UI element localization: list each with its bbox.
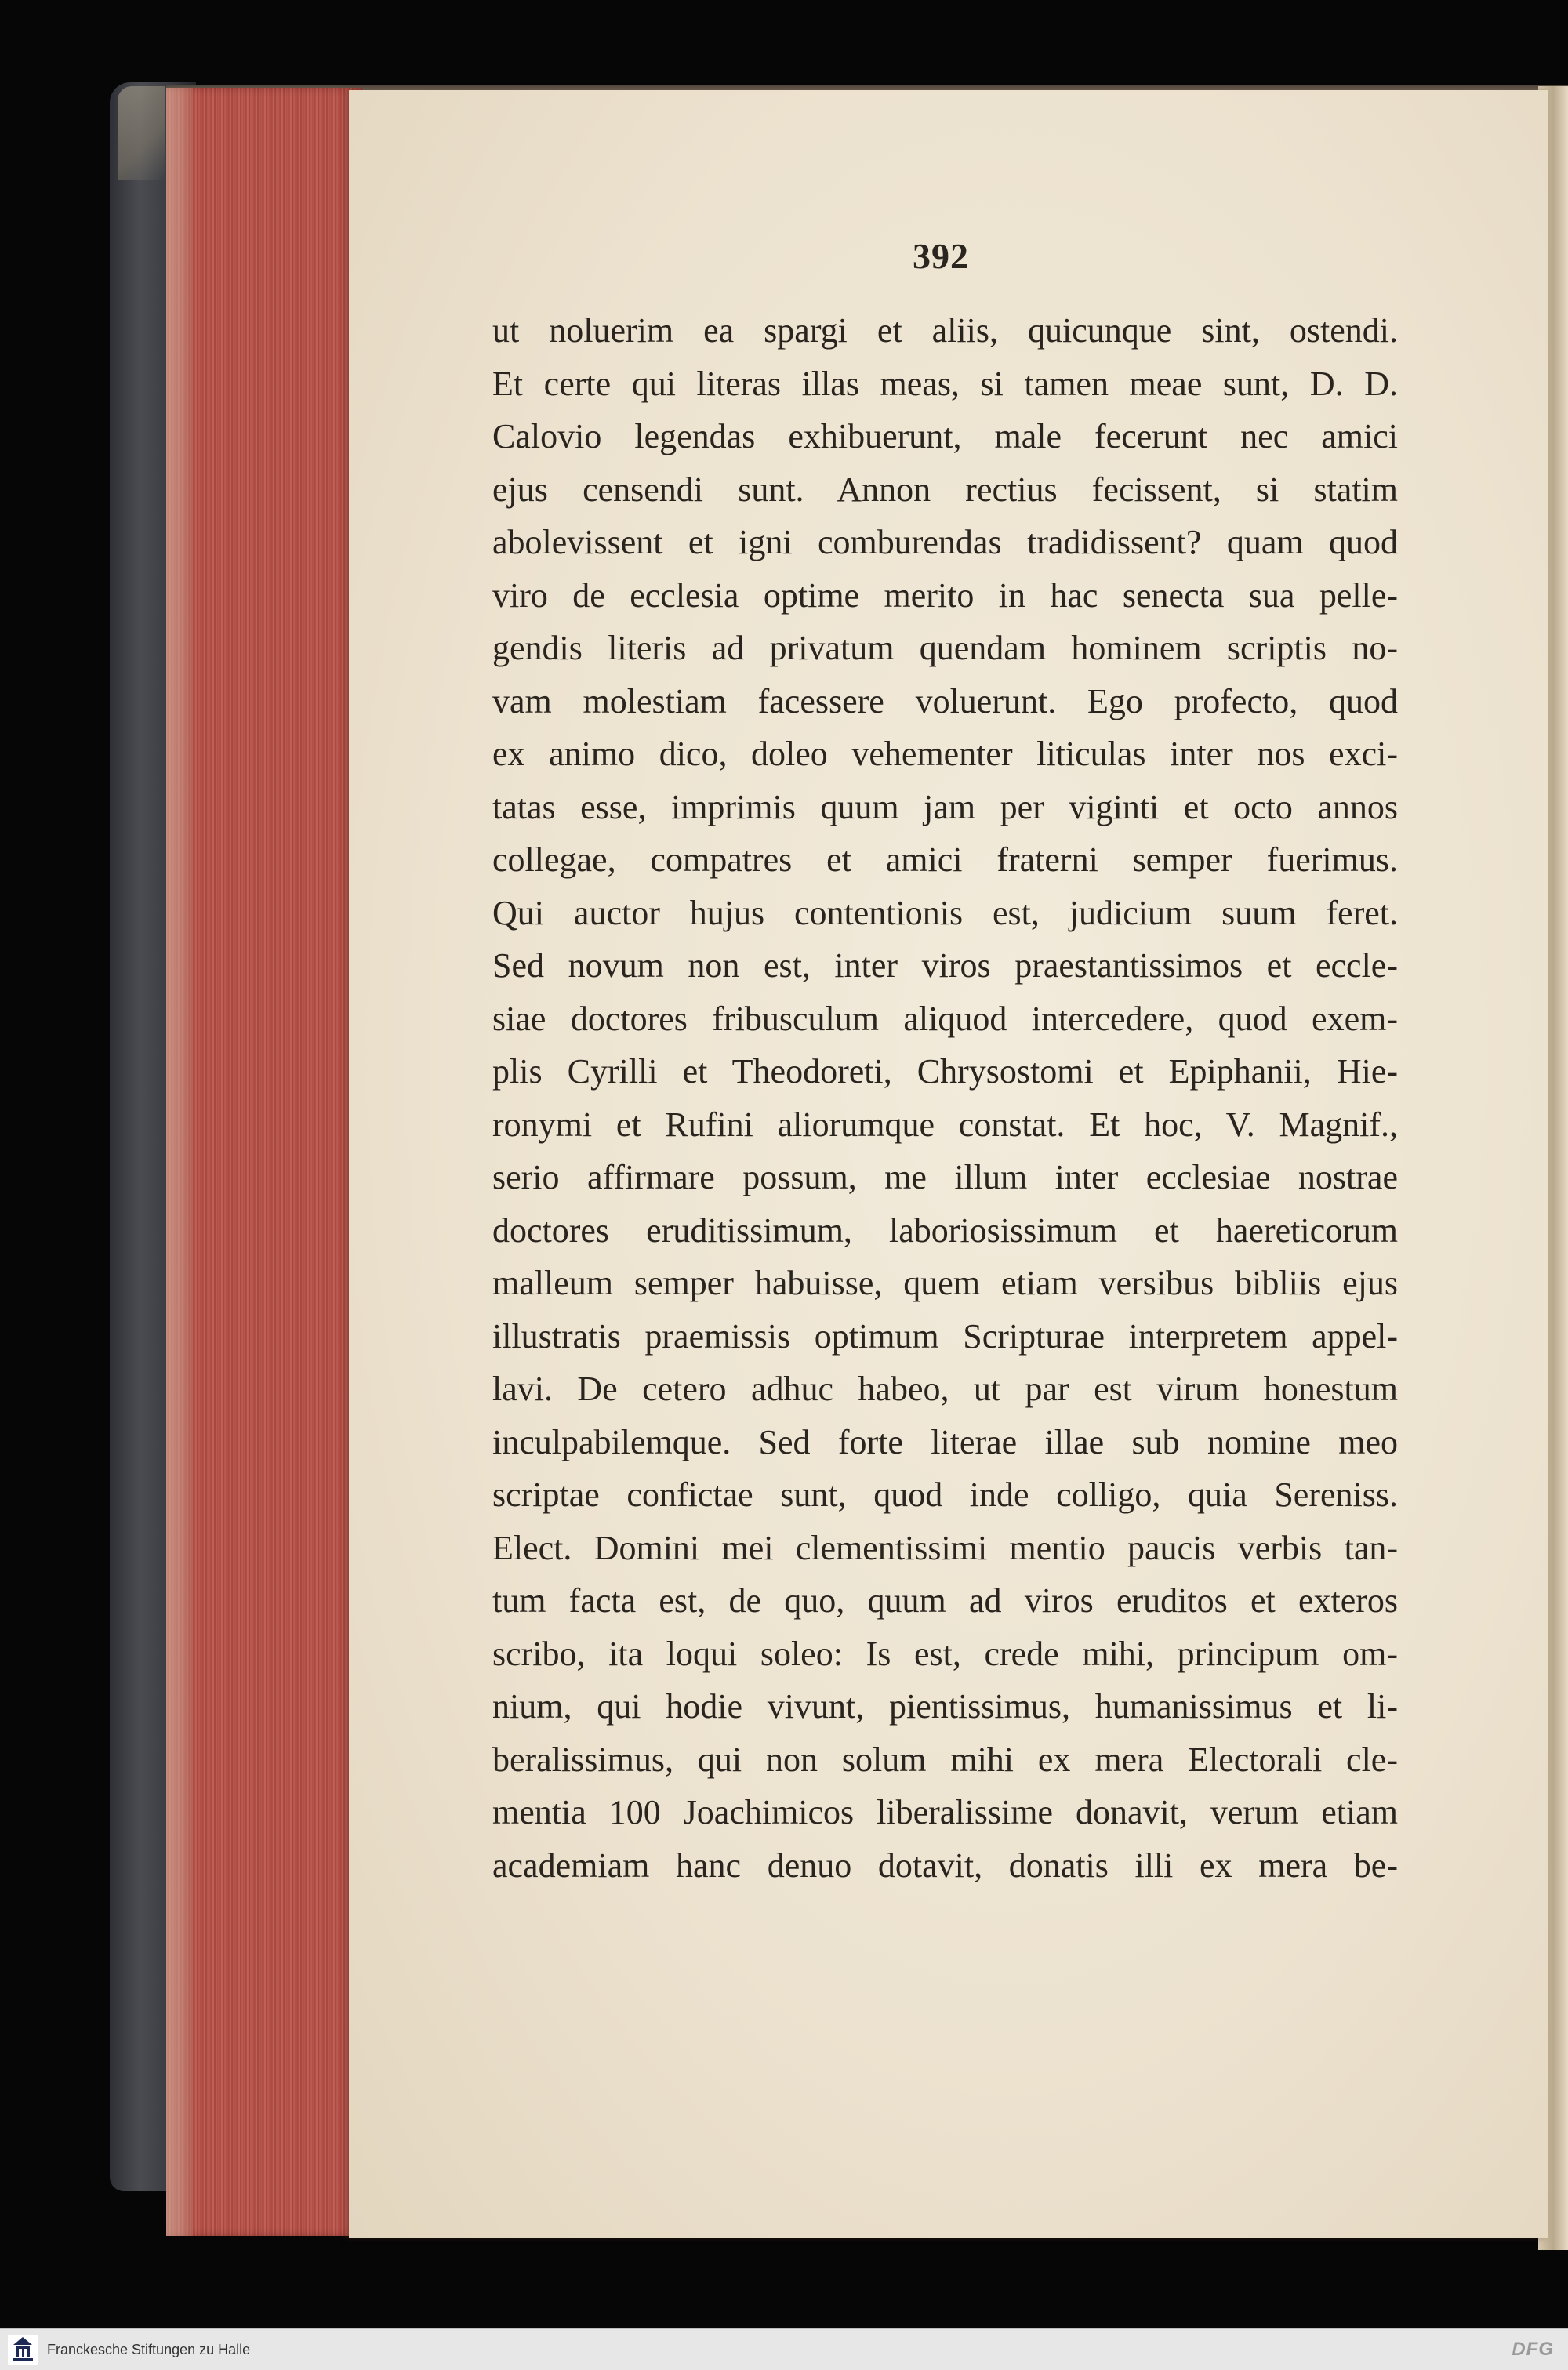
text-line: Et certe qui literas illas meas, si tamen meae sunt, D. D. [492,364,1398,403]
text-line: scriptae confictae sunt, quod inde colligo, quia Sereniss. [492,1475,1398,1514]
text-line: ejus censendi sunt. Annon rectius fecissent, si statim [492,470,1398,509]
page-number: 392 [913,236,969,276]
red-page-edges [166,88,362,2236]
text-line: tum facta est, de quo, quum ad viros eruditos et exteros [492,1581,1398,1620]
text-line: ronymi et Rufini aliorumque constat. Et hoc, V. Magnif., [492,1105,1398,1144]
text-line: Qui auctor hujus contentionis est, judicium suum feret. [492,893,1398,932]
text-line: ut noluerim ea spargi et aliis, quicunque sint, ostendi. [492,311,1398,350]
page-body-text [492,304,1398,1892]
text-line: tatas esse, imprimis quum jam per viginti et octo annos [492,787,1398,826]
text-line: collegae, compatres et amici fraterni semper fuerimus. [492,840,1398,879]
foundation-logo-icon[interactable] [8,2335,38,2365]
text-line: illustratis praemissis optimum Scripturae interpretem appel- [492,1316,1398,1356]
text-line: ex animo dico, doleo vehementer liticulas inter nos exci- [492,735,1398,773]
text-line: academiam hanc denuo dotavit, donatis illi ex mera be- [492,1846,1398,1885]
text-line: nium, qui hodie vivunt, pientissimus, humanissimus et li- [492,1687,1398,1726]
institution-name[interactable]: Franckesche Stiftungen zu Halle [47,2342,251,2357]
text-line: Elect. Domini mei clementissimi mentio paucis verbis tan- [492,1528,1398,1567]
page-edge-highlight [166,88,193,2236]
text-line: mentia 100 Joachimicos liberalissime donavit, verum etiam [492,1793,1398,1831]
text-line: plis Cyrilli et Theodoreti, Chrysostomi et Epiphanii, Hie- [492,1052,1398,1091]
dfg-logo[interactable]: DFG [1512,2339,1554,2360]
text-line: malleum semper habuisse, quem etiam versibus bibliis ejus [492,1264,1398,1302]
text-line: lavi. De cetero adhuc habeo, ut par est virum honestum [492,1370,1398,1408]
attribution-bar [0,2328,1568,2370]
text-line: scribo, ita loqui soleo: Is est, crede mihi, principum om- [492,1634,1398,1673]
text-line: beralissimus, qui non solum mihi ex mera Electorali cle- [492,1740,1398,1779]
text-line: doctores eruditissimum, laboriosissimum et haereticorum [492,1210,1398,1250]
text-line: viro de ecclesia optime merito in hac senecta sua pelle- [492,575,1398,615]
text-line: abolevissent et igni comburendas tradidissent? quam quod [492,523,1398,561]
text-line: siae doctores fribusculum aliquod intercedere, quod exem- [492,999,1398,1038]
text-line: serio affirmare possum, me illum inter ecclesiae nostrae [492,1158,1398,1196]
text-line: inculpabilemque. Sed forte literae illae sub nomine meo [492,1422,1398,1461]
worn-cover-corner [118,86,165,180]
text-line: Calovio legendas exhibuerunt, male fecerunt nec amici [492,417,1398,455]
text-line: vam molestiam facessere voluerunt. Ego profecto, quod [492,681,1398,720]
text-line: Sed novum non est, inter viros praestantissimos et eccle- [492,946,1398,985]
text-line: gendis literis ad privatum quendam hominem scriptis no- [492,629,1398,667]
